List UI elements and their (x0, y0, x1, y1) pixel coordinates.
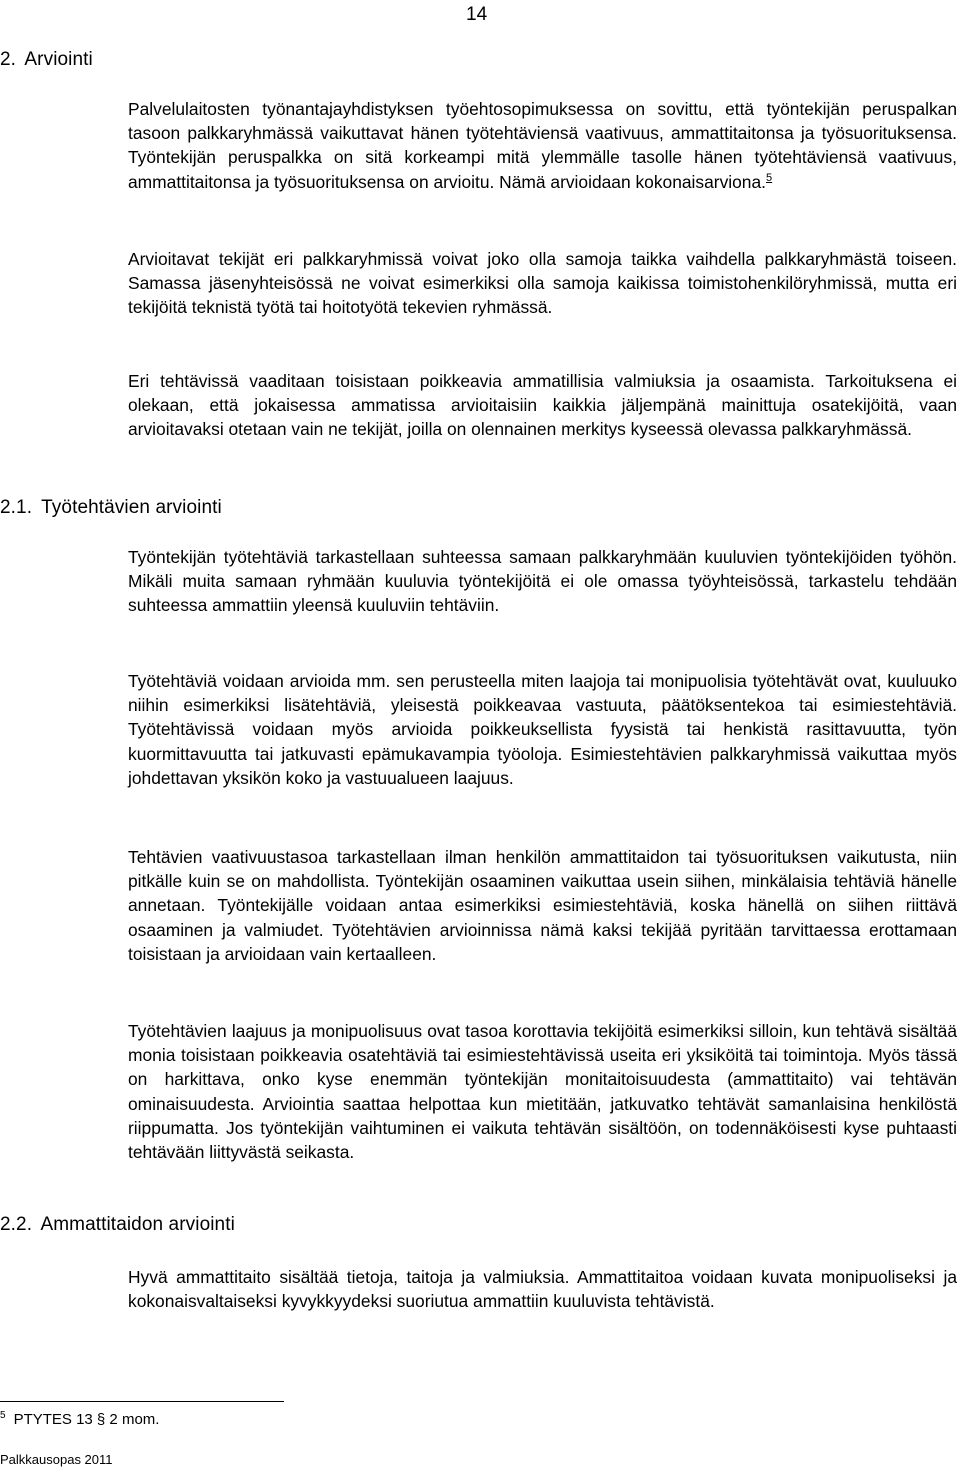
section-title: Arviointi (24, 49, 93, 70)
section-number: 2.1. (0, 497, 33, 518)
section-number: 2. (0, 49, 17, 70)
footnote-divider (0, 1401, 284, 1402)
paragraph-task-scope: Työtehtävien laajuus ja monipuolisuus ovat tasoa korottavia tekijöitä esimerkiksi silloin, kun tehtävä sisältää monia toisistaan poikkeavia osatehtäviä tai esimiestehtävissä useita eri yksiköitä tai toimintoja. Myös tässä on harkittava, onko kyse enemmän työntekijän monitaitoisuudesta (ammattitaito) vai tehtävän ominaisuudesta. Arviointia saattaa helpottaa kun mietitään, jatkuvatko tehtävät samanlaisina henkilöstä riippumatta. Jos työntekijän vaihtuminen ei vaikuta tehtävän sisältöön, on todennäköisesti kyse puhtaasti tehtävään liittyvästä seikasta. (128, 1021, 957, 1163)
paragraph-intro (128, 97, 957, 194)
paragraph-task-criteria: Työtehtäviä voidaan arvioida mm. sen perusteella miten laajoja tai monipuolisia työtehtävät ovat, kuuluuko niihin esimerkiksi lisätehtäviä, yleisestä poikkeavaa vastuuta, päätöksentekoa tai esimiestehtäviä. Työtehtävissä voidaan myös arvioida poikkeuksellista fyysistä tai henkistä rasittavuutta, työn kuormittavuutta tai jatkuvasti epämukavampia työoloja. Esimiestehtävien palkkaryhmissä vaikuttaa myös johdettavan yksikön koko ja vastuualueen laajuus. (128, 671, 957, 788)
page-footer: Palkkausopas 2011 (0, 1452, 113, 1467)
paragraph-professional-skills: Eri tehtävissä vaaditaan toisistaan poikkeavia ammatillisia valmiuksia ja osaamista. Tarkoituksena ei olekaan, että jokaisessa ammatissa arvioitaisiin kaikkia jäljempänä mainittuja osatekijöitä, vaan arvioitavaksi otetaan vain ne tekijät, joilla on olennainen merkitys kyseessä olevassa palkkaryhmässä. (128, 371, 957, 440)
section-title: Ammattitaidon arviointi (40, 1214, 235, 1235)
section-heading-arviointi (0, 48, 93, 72)
paragraph-assessed-factors: Arvioitavat tekijät eri palkkaryhmissä voivat joko olla samoja taikka vaihdella palkkaryhmästä toiseen. Samassa jäsenyhteisössä ne voivat esimerkiksi olla samoja kaikissa toimistohenkilöryhmissä, mutta eri tekijöitä teknistä työtä tai hoitotyötä tekevien ryhmässä. (128, 249, 957, 318)
section-heading-tyotehtavien-arviointi (0, 496, 222, 520)
page-number: 14 (466, 4, 488, 25)
footnote-text: PTYTES 13 § 2 mom. (13, 1411, 160, 1428)
paragraph-text: Palvelulaitosten työnantajayhdistyksen työehtosopimuksessa on sovittu, että työntekijän peruspalkan tasoon palkkaryhmässä vaikuttavat hänen työtehtäviensä vaativuus, ammattitaitonsa ja työsuorituksensa. Työntekijän peruspalkka on sitä korkeampi mitä ylemmälle tasolle hänen työtehtäviensä vaativuus, ammattitaitonsa ja työsuorituksensa on arvioitu. Nämä arvioidaan kokonaisarviona. (128, 99, 957, 192)
footnote-mark: 5 (0, 1410, 6, 1421)
section-title: Työtehtävien arviointi (41, 497, 222, 518)
footnote (0, 1410, 159, 1430)
paragraph-task-demands: Tehtävien vaativuustasoa tarkastellaan ilman henkilön ammattitaidon tai työsuorituksen vaikutusta, niin pitkälle kuin se on mahdollista. Työntekijän osaaminen vaikuttaa usein siihen, minkälaisia tehtäviä hänelle annetaan. Työntekijälle voidaan antaa esimerkiksi esimiestehtäviä, koska hänellä on siihen riittävä osaaminen ja valmiudet. Työtehtävien arvioinnissa nämä kaksi tekijää pyritään tarvittaessa erottamaan toisistaan ja arvioidaan vain kertaalleen. (128, 847, 957, 964)
section-number: 2.2. (0, 1214, 33, 1235)
footnote-reference[interactable]: 5 (766, 171, 773, 184)
paragraph-task-comparison: Työntekijän työtehtäviä tarkastellaan suhteessa samaan palkkaryhmään kuuluvien työntekijöiden työhön. Mikäli muita samaan ryhmään kuuluvia työntekijöitä ei ole omassa työyhteisössä, tarkastelu tehdään suhteessa ammattiin yleensä kuuluviin tehtäviin. (128, 547, 957, 616)
section-heading-ammattitaidon-arviointi (0, 1213, 235, 1237)
paragraph-skills-definition: Hyvä ammattitaito sisältää tietoja, taitoja ja valmiuksia. Ammattitaitoa voidaan kuvata monipuoliseksi ja kokonaisvaltaiseksi kyvykkyydeksi suoriutua ammattiin kuuluvista tehtävistä. (128, 1267, 957, 1312)
